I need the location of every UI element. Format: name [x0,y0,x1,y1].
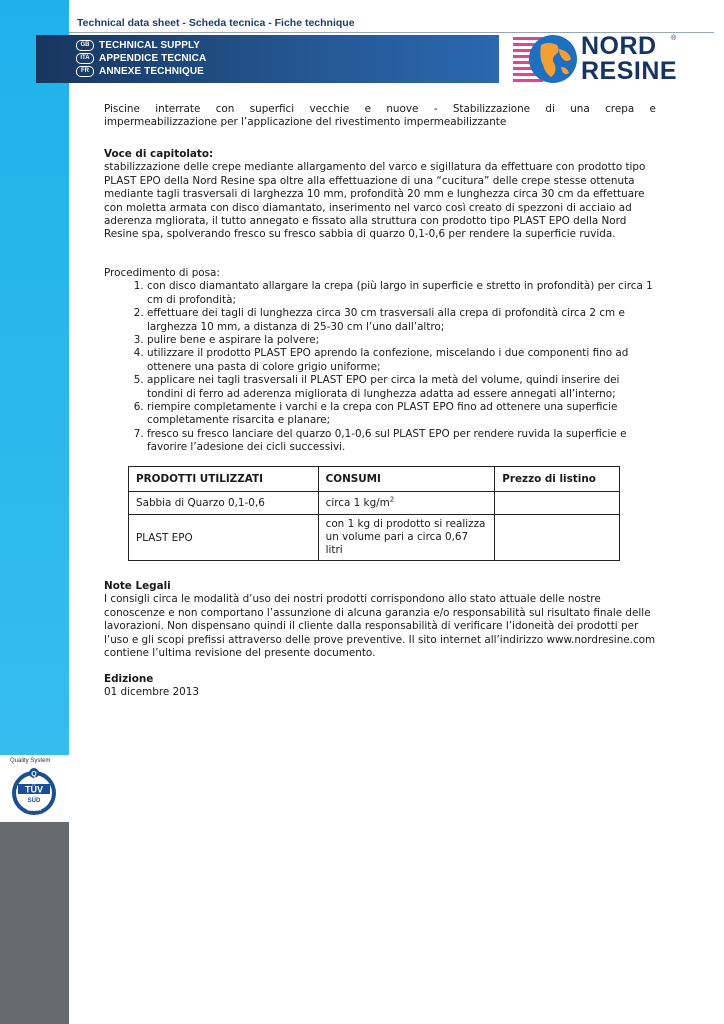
badge-ita: ITA [76,53,94,64]
nord-resine-logo [511,33,691,85]
quality-system-label: Quality System [10,758,51,764]
document-heading [104,103,656,130]
edizione-title: Edizione [104,673,154,685]
list-item: 1. con disco diamantato allargare la crepa (più largo in superficie e stretto in profondità) per circa 1 cm di profondità; [147,280,656,307]
heading-word: superfici [249,103,295,115]
badge-fr: FR [76,66,94,77]
procedimento-steps [104,280,656,454]
heading-word: vecchie [309,103,350,115]
tuv-certification-icon [10,767,58,817]
cell-consumption: con 1 kg di prodotto si realizza un volume pari a circa 0,67 litri [318,515,495,561]
band-row-gb [76,40,200,51]
note-legali-section [104,580,656,660]
list-item: 3. pulire bene e aspirare la polvere; [147,334,656,347]
cell-consumption [318,492,495,515]
left-sidebar [0,0,69,1024]
heading-word: - [433,103,438,115]
voce-text: stabilizzazione delle crepe mediante allargamento del varco e sigillatura da effettuare con prodotto tipo PLAST EPO della Nord Resine spa oltre alla effettuazione di una “cucitura” delle crepe stesse ottenuta mediante tagli trasversali di larghezza 10 mm, profondità 20 mm e lunghezza circa 30 cm da effettuare con moletta armata con disco diamantato, inserimento nel varco così creato di spezzoni di acciaio ad aderenza mgliorata, il tutto annegato e fissato alla struttura con prodotto tipo PLAST EPO della Nord Resine spa, spolverando fresco su fresco sabbia di quarzo 0,1-0,6 per rendere la superficie ruvida. [104,161,646,241]
heading-line-2: impermeabilizzazione per l’applicazione del rivestimento impermeabilizzante [104,116,507,129]
note-legali-title: Note Legali [104,580,171,592]
badge-gb: GB [76,40,94,51]
voce-di-capitolato-section [104,148,656,242]
list-item: 2. effettuare dei tagli di lunghezza circa 30 cm trasversali alla crepa di profondità circa 2 cm e larghezza 10 mm, a distanza di 25-30 cm l’uno dall’altro; [147,307,656,334]
procedimento-title: Procedimento di posa: [104,267,220,279]
band-label-fr: ANNEXE TECHNIQUE [99,66,204,77]
sidebar-gray-band [0,822,69,1024]
badge-q: Q [31,771,37,778]
col-header-consumi: CONSUMI [318,467,495,492]
heading-word: nuove [386,103,419,115]
heading-word: crepa [605,103,635,115]
edizione-date: 01 dicembre 2013 [104,686,200,699]
table-row [129,492,620,515]
band-row-ita [76,53,206,64]
cell-product: Sabbia di Quarzo 0,1-0,6 [129,492,319,515]
sidebar-blue-band [0,0,69,755]
band-label-ita: APPENDICE TECNICA [99,53,207,64]
header-band [36,35,499,83]
heading-word: Piscine [104,103,140,115]
list-item: 6. riempire completamente i varchi e la crepa con PLAST EPO fino ad ottenere una superficie completamente risarcita e planare; [147,401,656,428]
table-header-row [129,467,620,492]
heading-word: interrate [155,103,201,115]
cell-product: PLAST EPO [129,515,319,561]
heading-word: Stabilizzazione [452,103,531,115]
heading-line-1 [104,103,656,116]
col-header-prodotti: PRODOTTI UTILIZZATI [129,467,319,492]
list-item: 4. utilizzare il prodotto PLAST EPO aprendo la confezione, miscelando i due componenti fino ad ottenere una pasta di colore grigio uniforme; [147,347,656,374]
document-type-title: Technical data sheet - Scheda tecnica - Fiche technique [77,17,355,29]
heading-word: e [364,103,372,115]
table-row [129,515,620,561]
edizione-section [104,673,656,700]
list-item: 5. applicare nei tagli trasversali il PLAST EPO per circa la metà del volume, quindi inserire dei tondini di ferro ad aderenza migliorata di lunghezza adatta ad essere annegati all’interno; [147,374,656,401]
note-legali-text: I consigli circa le modalità d’uso dei nostri prodotti corrispondono allo stato attuale delle nostre conoscenze e non comportano l’assunzione di alcuna garanzia e/o responsabilità sul risultato finale delle lavorazioni. Non dispensano quindi il cliente dalla responsabilità di verificare l’idoneità dei prodotti per l’uso e gli scopi prefissi attraverso delle prove preventive. Il sito internet all’indirizzo www.nordresine.com contiene l’ultima revisione del presente documento. [104,593,656,660]
logo-word-nord: NORD [581,32,657,60]
voce-title: Voce di capitolato: [104,148,214,160]
products-table [128,466,620,561]
badge-iso: ISO 9001 [26,808,42,812]
logo-word-resine: RESINE [581,57,678,85]
consumption-value: circa 1 kg/m [325,497,390,509]
procedimento-section [104,267,656,455]
cell-price [495,515,620,561]
heading-word: una [570,103,590,115]
col-header-prezzo: Prezzo di listino [495,467,620,492]
consumption-unit-exponent: 2 [389,495,395,504]
globe-logo-icon [511,33,581,85]
heading-word: e [649,103,656,115]
band-label-gb: TECHNICAL SUPPLY [99,40,201,51]
cell-price [495,492,620,515]
badge-sud: SÜD [27,798,41,804]
logo-registered-mark: ® [671,35,677,42]
list-item: 7. fresco su fresco lanciare del quarzo 0,1-0,6 sul PLAST EPO per rendere ruvida la superficie e favorire l’adesione dei cicli successivi. [147,428,656,455]
badge-tuv: TÜV [25,784,43,795]
heading-word: di [545,103,555,115]
band-row-fr [76,66,204,77]
heading-word: con [215,103,235,115]
